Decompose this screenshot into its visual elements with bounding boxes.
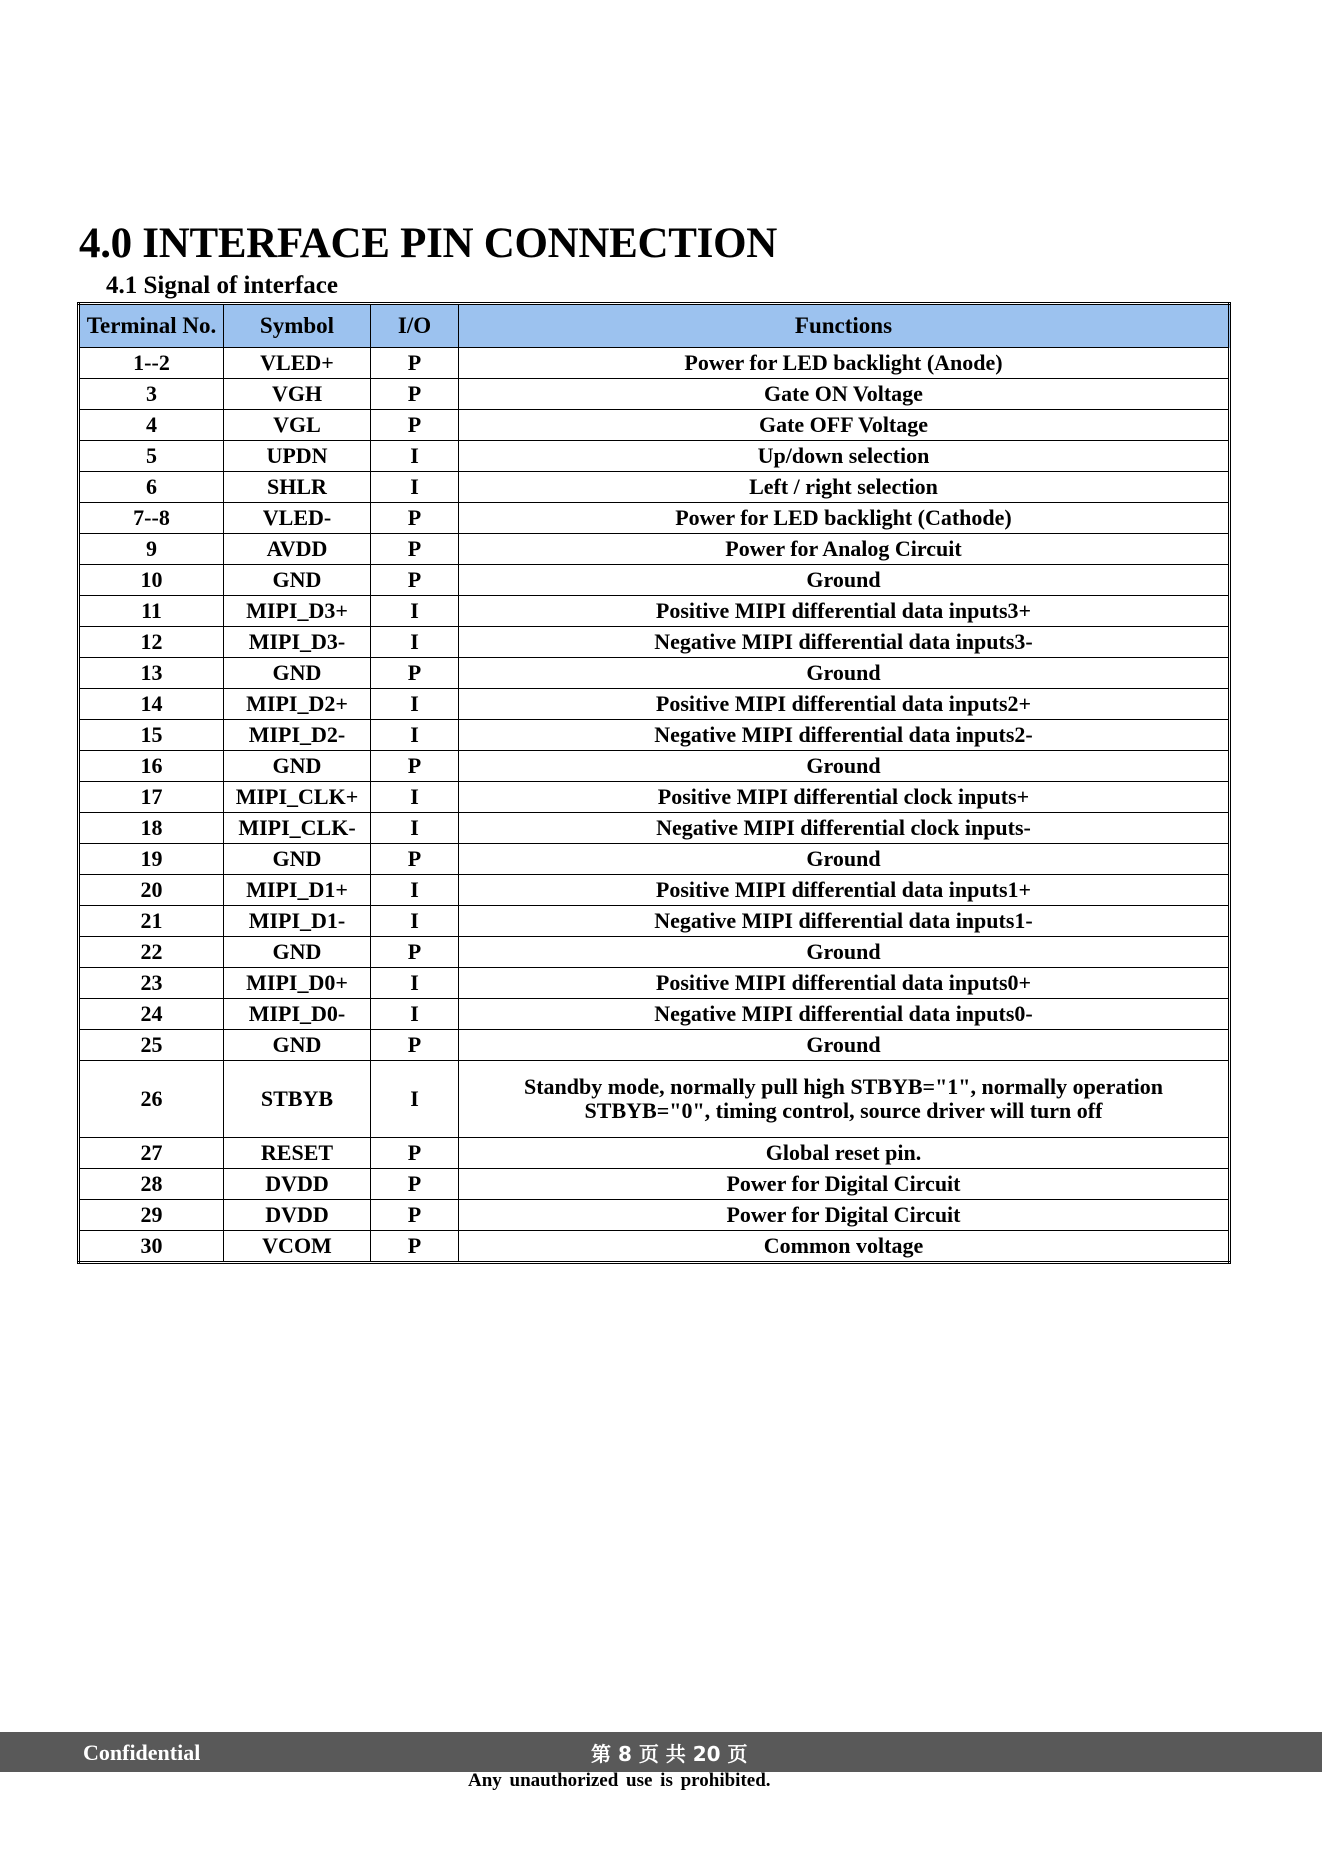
- cell-io: I: [371, 999, 459, 1030]
- cell-io: P: [371, 1231, 459, 1263]
- cell-function: Negative MIPI differential data inputs0-: [459, 999, 1230, 1030]
- table-row: [79, 658, 1230, 689]
- cell-terminal: 10: [79, 565, 224, 596]
- cell-terminal: 5: [79, 441, 224, 472]
- cell-function-line: STBYB="0", timing control, source driver will turn off: [584, 1098, 1103, 1123]
- cell-symbol: UPDN: [224, 441, 371, 472]
- cell-terminal: 7--8: [79, 503, 224, 534]
- cell-symbol: VGH: [224, 379, 371, 410]
- cell-symbol: VLED+: [224, 348, 371, 379]
- table-row: [79, 379, 1230, 410]
- cell-symbol: VLED-: [224, 503, 371, 534]
- cell-function: Ground: [459, 844, 1230, 875]
- table-row: [79, 720, 1230, 751]
- cell-symbol: VGL: [224, 410, 371, 441]
- cell-io: I: [371, 1061, 459, 1138]
- cell-io: P: [371, 348, 459, 379]
- cell-terminal: 19: [79, 844, 224, 875]
- cell-io: P: [371, 503, 459, 534]
- cell-function: Ground: [459, 1030, 1230, 1061]
- cell-symbol: GND: [224, 565, 371, 596]
- section-subtitle: 4.1 Signal of interface: [106, 272, 338, 299]
- cell-terminal: 24: [79, 999, 224, 1030]
- cell-function: Ground: [459, 937, 1230, 968]
- cell-symbol: GND: [224, 1030, 371, 1061]
- cell-function: Gate ON Voltage: [459, 379, 1230, 410]
- cell-terminal: 9: [79, 534, 224, 565]
- table-row: [79, 348, 1230, 379]
- cell-io: I: [371, 627, 459, 658]
- column-header-terminal: Terminal No.: [79, 304, 224, 348]
- footer-confidential: Confidential: [83, 1740, 201, 1765]
- cell-terminal: 27: [79, 1138, 224, 1169]
- cell-terminal: 11: [79, 596, 224, 627]
- cell-terminal: 4: [79, 410, 224, 441]
- cell-io: P: [371, 410, 459, 441]
- cell-terminal: 1--2: [79, 348, 224, 379]
- cell-terminal: 26: [79, 1061, 224, 1138]
- table-row: [79, 596, 1230, 627]
- table-row: [79, 565, 1230, 596]
- table-row: [79, 844, 1230, 875]
- cell-io: P: [371, 1169, 459, 1200]
- cell-io: I: [371, 472, 459, 503]
- table-row: [79, 937, 1230, 968]
- cell-terminal: 20: [79, 875, 224, 906]
- table-row: [79, 999, 1230, 1030]
- table-row: [79, 968, 1230, 999]
- cell-terminal: 17: [79, 782, 224, 813]
- cell-io: P: [371, 534, 459, 565]
- table-row: [79, 472, 1230, 503]
- cell-io: I: [371, 596, 459, 627]
- cell-io: I: [371, 782, 459, 813]
- cell-io: P: [371, 379, 459, 410]
- table-row: [79, 875, 1230, 906]
- cell-terminal: 16: [79, 751, 224, 782]
- page-title: 4.0 INTERFACE PIN CONNECTION: [79, 220, 777, 267]
- cell-io: P: [371, 1200, 459, 1231]
- cell-function: Negative MIPI differential data inputs2-: [459, 720, 1230, 751]
- cell-function: Positive MIPI differential data inputs0+: [459, 968, 1230, 999]
- cell-symbol: DVDD: [224, 1169, 371, 1200]
- cell-io: P: [371, 658, 459, 689]
- cell-function: Up/down selection: [459, 441, 1230, 472]
- cell-io: I: [371, 441, 459, 472]
- table-row: [79, 1138, 1230, 1169]
- cell-function: Negative MIPI differential data inputs3-: [459, 627, 1230, 658]
- table-row: [79, 503, 1230, 534]
- cell-function-line: Standby mode, normally pull high STBYB="1", normally operation: [523, 1073, 1164, 1099]
- cell-function: Ground: [459, 751, 1230, 782]
- table-row: [79, 906, 1230, 937]
- cell-function: Negative MIPI differential data inputs1-: [459, 906, 1230, 937]
- cell-terminal: 22: [79, 937, 224, 968]
- table-row: [79, 1169, 1230, 1200]
- cell-function: Common voltage: [459, 1231, 1230, 1263]
- cell-terminal: 15: [79, 720, 224, 751]
- cell-function: Positive MIPI differential data inputs1+: [459, 875, 1230, 906]
- cell-function: Power for Digital Circuit: [459, 1169, 1230, 1200]
- cell-terminal: 14: [79, 689, 224, 720]
- table-row: [79, 534, 1230, 565]
- cell-function: Positive MIPI differential data inputs3+: [459, 596, 1230, 627]
- cell-io: P: [371, 565, 459, 596]
- pin-table: [77, 302, 1231, 1264]
- table-row: [79, 813, 1230, 844]
- cell-symbol: GND: [224, 751, 371, 782]
- cell-symbol: SHLR: [224, 472, 371, 503]
- cell-function: Power for LED backlight (Cathode): [459, 503, 1230, 534]
- table-row: [79, 627, 1230, 658]
- cell-function: Positive MIPI differential data inputs2+: [459, 689, 1230, 720]
- cell-symbol: MIPI_D1-: [224, 906, 371, 937]
- column-header-io: I/O: [371, 304, 459, 348]
- cell-io: I: [371, 689, 459, 720]
- cell-terminal: 29: [79, 1200, 224, 1231]
- cell-symbol: MIPI_D3+: [224, 596, 371, 627]
- column-header-symbol: Symbol: [224, 304, 371, 348]
- table-row: [79, 1030, 1230, 1061]
- cell-terminal: 28: [79, 1169, 224, 1200]
- table-row: [79, 689, 1230, 720]
- cell-symbol: MIPI_D1+: [224, 875, 371, 906]
- cell-io: P: [371, 844, 459, 875]
- cell-function: Global reset pin.: [459, 1138, 1230, 1169]
- cell-terminal: 3: [79, 379, 224, 410]
- cell-symbol: GND: [224, 844, 371, 875]
- cell-io: P: [371, 751, 459, 782]
- cell-function: [459, 1061, 1230, 1138]
- table-row: [79, 751, 1230, 782]
- cell-io: I: [371, 813, 459, 844]
- cell-terminal: 6: [79, 472, 224, 503]
- cell-io: P: [371, 937, 459, 968]
- cell-symbol: MIPI_D2-: [224, 720, 371, 751]
- footer-notice: Any unauthorized use is prohibited.: [468, 1770, 771, 1791]
- table-row: [79, 782, 1230, 813]
- cell-terminal: 25: [79, 1030, 224, 1061]
- cell-io: P: [371, 1030, 459, 1061]
- cell-symbol: GND: [224, 937, 371, 968]
- cell-function: Left / right selection: [459, 472, 1230, 503]
- cell-symbol: MIPI_D0+: [224, 968, 371, 999]
- table-row: [79, 410, 1230, 441]
- table-row: [79, 1231, 1230, 1263]
- cell-symbol: DVDD: [224, 1200, 371, 1231]
- cell-io: I: [371, 875, 459, 906]
- cell-function: Ground: [459, 658, 1230, 689]
- pin-table-body: [79, 348, 1230, 1263]
- cell-terminal: 18: [79, 813, 224, 844]
- cell-terminal: 30: [79, 1231, 224, 1263]
- cell-symbol: AVDD: [224, 534, 371, 565]
- cell-terminal: 13: [79, 658, 224, 689]
- cell-symbol: VCOM: [224, 1231, 371, 1263]
- cell-symbol: RESET: [224, 1138, 371, 1169]
- cell-io: I: [371, 720, 459, 751]
- cell-symbol: MIPI_CLK+: [224, 782, 371, 813]
- cell-symbol: STBYB: [224, 1061, 371, 1138]
- cell-terminal: 21: [79, 906, 224, 937]
- cell-function: Positive MIPI differential clock inputs+: [459, 782, 1230, 813]
- cell-function: Ground: [459, 565, 1230, 596]
- cell-symbol: GND: [224, 658, 371, 689]
- cell-function: Gate OFF Voltage: [459, 410, 1230, 441]
- table-row: [79, 441, 1230, 472]
- table-header-row: [79, 304, 1230, 348]
- cell-symbol: MIPI_CLK-: [224, 813, 371, 844]
- footer-page-number: 第 8 页 共 20 页: [591, 1742, 748, 1766]
- cell-terminal: 23: [79, 968, 224, 999]
- cell-function: Power for Analog Circuit: [459, 534, 1230, 565]
- table-row: [79, 1200, 1230, 1231]
- cell-terminal: 12: [79, 627, 224, 658]
- cell-symbol: MIPI_D2+: [224, 689, 371, 720]
- cell-io: I: [371, 906, 459, 937]
- cell-symbol: MIPI_D0-: [224, 999, 371, 1030]
- column-header-functions: Functions: [459, 304, 1230, 348]
- cell-function: Power for LED backlight (Anode): [459, 348, 1230, 379]
- cell-io: P: [371, 1138, 459, 1169]
- table-row: [79, 1061, 1230, 1138]
- cell-io: I: [371, 968, 459, 999]
- cell-function: Power for Digital Circuit: [459, 1200, 1230, 1231]
- cell-function: Negative MIPI differential clock inputs-: [459, 813, 1230, 844]
- cell-symbol: MIPI_D3-: [224, 627, 371, 658]
